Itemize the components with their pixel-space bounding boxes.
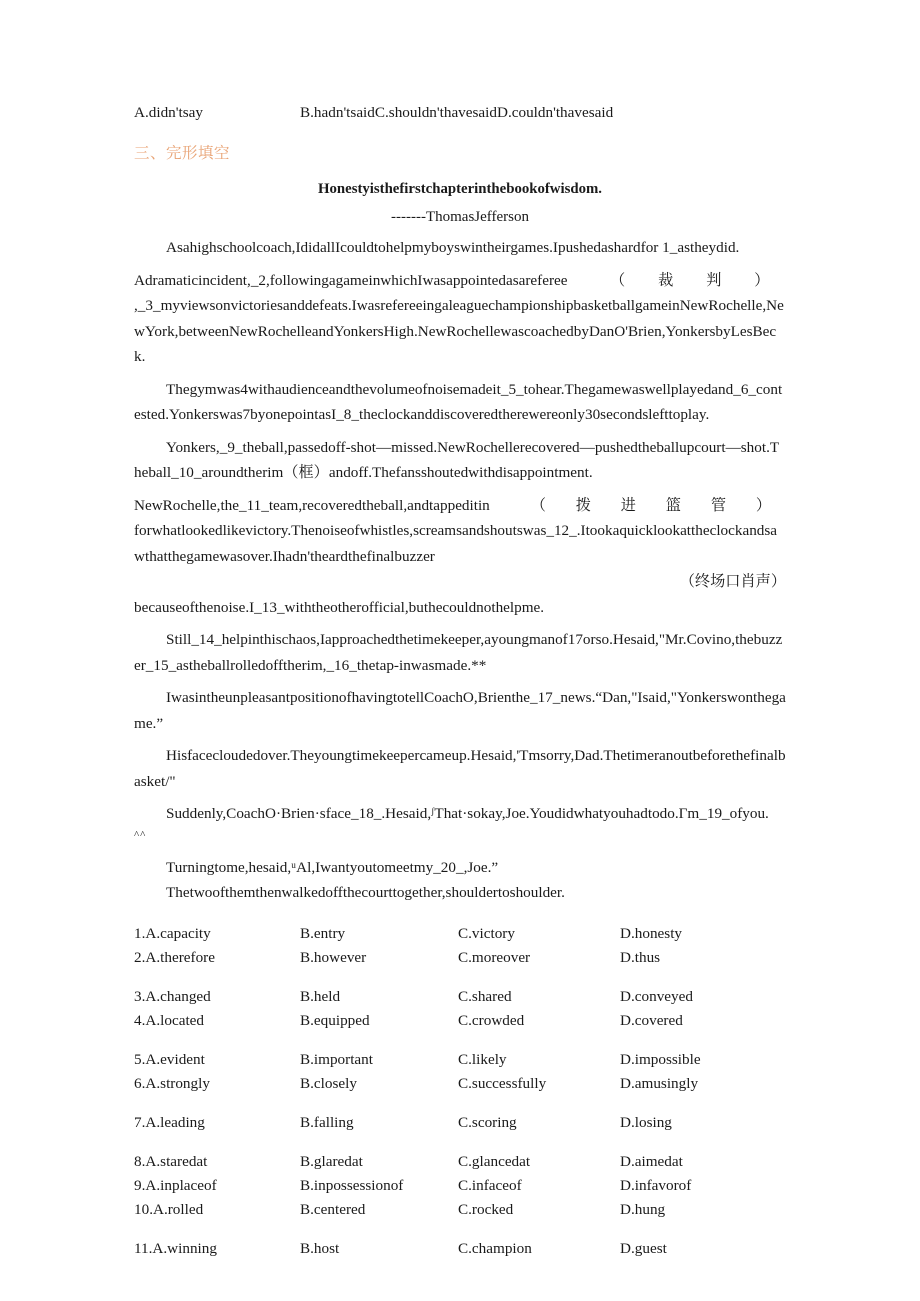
option-choice-a[interactable]: 5.A.evident — [134, 1050, 205, 1068]
passage-paragraph — [134, 493, 786, 621]
gloss-char: 肖 — [740, 573, 756, 590]
gloss-char: （ — [679, 573, 695, 590]
gloss-char: 声 — [755, 573, 771, 590]
option-row — [134, 1048, 786, 1072]
option-choice-c[interactable]: C.glancedat — [458, 1152, 531, 1170]
passage-paragraph — [134, 685, 786, 736]
option-choice-c[interactable]: C.scoring — [458, 1113, 517, 1131]
option-choice-d[interactable]: D.hung — [620, 1200, 666, 1218]
option-choice-a[interactable]: 11.A.winning — [134, 1239, 217, 1257]
option-choice-d[interactable]: D.losing — [620, 1113, 672, 1131]
option-row — [134, 922, 786, 946]
option-choice-b[interactable]: B.important — [300, 1050, 373, 1068]
option-choice-c[interactable]: C.successfully — [458, 1074, 547, 1092]
option-choice-d[interactable]: D.aimedat — [620, 1152, 683, 1170]
section-heading: 三、完形填空 — [134, 144, 231, 162]
gloss-char: ） — [755, 496, 772, 514]
option-choice-b[interactable]: B.entry — [300, 924, 346, 942]
option-choice-a[interactable]: 8.A.staredat — [134, 1152, 208, 1170]
option-group — [134, 1237, 786, 1261]
gloss-char: （ — [609, 271, 626, 289]
gloss-char: 场 — [710, 573, 726, 590]
gloss-char: ） — [754, 271, 770, 289]
paragraph-text: Asahighschoolcoach,IdidallIcouldtohelpmyboyswintheirgames.Ipushedashardfor 1_astheydid. — [166, 239, 740, 256]
option-row — [134, 1237, 786, 1261]
option-choice-d[interactable]: D.covered — [620, 1011, 683, 1029]
paragraph-text: Suddenly,CoachO·Brien·sface_18_.Hesaid,ᶴThat·sokay,Joe.Youdidwhatyouhadtodo.Гm_19_ofyou. — [166, 805, 769, 822]
gloss-char: （ — [530, 496, 546, 514]
passage-paragraph — [134, 880, 786, 906]
option-choice-d[interactable]: D.amusingly — [620, 1074, 699, 1092]
passage-paragraph — [134, 855, 786, 881]
option-choice-a[interactable]: 10.A.rolled — [134, 1200, 204, 1218]
option-choice-d[interactable]: D.thus — [620, 948, 661, 966]
option-choice-a[interactable]: 9.A.inplaceof — [134, 1176, 217, 1194]
passage-paragraph — [134, 268, 786, 370]
passage-paragraph — [134, 801, 786, 827]
paragraph-text: Thegymwas4withaudienceandthevolumeofnoisemadeit_5_tohear.Thegamewaswellplayedand_6_contested.Yonkerswas7byonepointasI_8_theclockanddiscoveredtherewereonly30secondslefttoplay. — [134, 380, 783, 423]
option-group — [134, 1111, 786, 1135]
paragraph-text: Turningtome,hesaid,ᵘAl,Iwantyoutomeetmy_20_,Joe.” — [166, 858, 499, 876]
option-choice-d[interactable]: D.guest — [620, 1239, 667, 1257]
option-group — [134, 985, 786, 1033]
option-group — [134, 1048, 786, 1096]
option-choice-a[interactable]: 3.A.changed — [134, 987, 211, 1005]
paragraph-mid-text: forwhatlookedlikevictory.Thenoiseofwhistles,screamsandshoutswas_12_.Itookaquicklookattheclockandsawthatthegamewasover.Ihadn'theardthefinalbuzzer — [134, 522, 778, 565]
option-choice-b[interactable]: B.equipped — [300, 1011, 370, 1029]
paragraph-text: Hisfacecloudedover.Theyoungtimekeepercameup.Hesaid,'Tmsorry,Dad.Thetimeranoutbeforethefinalbasket/" — [134, 747, 786, 790]
option-choice-b[interactable]: B.falling — [300, 1113, 354, 1131]
option-row — [134, 1072, 786, 1096]
stray-ocr-marks: ^^ — [134, 828, 147, 841]
gloss-char: 裁 — [658, 271, 674, 289]
gloss-char: 判 — [706, 271, 722, 289]
option-choice-a[interactable]: 4.A.located — [134, 1011, 205, 1029]
gloss-char: 篮 — [665, 496, 681, 514]
answer-options-list — [134, 922, 786, 1261]
gloss-char: 拨 — [575, 496, 591, 514]
prev-answer-option-a: A.didn'tsay — [134, 104, 203, 121]
option-choice-b[interactable]: B.centered — [300, 1200, 366, 1218]
option-choice-a[interactable]: 1.A.capacity — [134, 924, 211, 942]
option-row — [134, 1150, 786, 1174]
paragraph-lead-text: Adramaticincident,_2,followingagameinwhichIwasappointedasareferee — [134, 271, 568, 289]
option-choice-b[interactable]: B.glaredat — [300, 1152, 363, 1170]
option-choice-d[interactable]: D.infavorof — [620, 1176, 692, 1194]
option-row — [134, 1009, 786, 1033]
paragraph-text: Yonkers,_9_theball,passedoff-shot—missed.NewRochellerecovered—pushedtheballupcourt—shot.Theball_10_aroundtherim（框）andoff.Thefansshoutedwithdisappointment. — [134, 438, 780, 481]
passage-attribution: -------ThomasJefferson — [391, 209, 529, 225]
option-choice-c[interactable]: C.victory — [458, 924, 515, 942]
paragraph-text: IwasintheunpleasantpositionofhavingtotellCoachO,Brienthe_17_news.“Dan,"Isaid,"Yonkerswonthegame.” — [134, 689, 786, 732]
option-group — [134, 922, 786, 970]
option-row — [134, 1174, 786, 1198]
chinese-gloss-secondary — [134, 569, 786, 595]
passage-paragraph — [134, 627, 786, 678]
option-choice-c[interactable]: C.crowded — [458, 1011, 525, 1029]
option-row — [134, 1111, 786, 1135]
gloss-char: ） — [770, 573, 786, 590]
option-row — [134, 946, 786, 970]
gloss-line — [134, 569, 786, 595]
option-choice-b[interactable]: B.however — [300, 948, 367, 966]
passage-paragraph — [134, 435, 786, 486]
option-choice-c[interactable]: C.champion — [458, 1239, 532, 1257]
option-choice-d[interactable]: D.impossible — [620, 1050, 701, 1068]
chinese-gloss — [568, 268, 786, 294]
option-group — [134, 1150, 786, 1222]
option-choice-c[interactable]: C.infaceof — [458, 1176, 522, 1194]
passage-paragraph — [134, 235, 786, 261]
option-row — [134, 985, 786, 1009]
option-choice-d[interactable]: D.conveyed — [620, 987, 693, 1005]
passage-title: Honestyisthefirstchapterinthebookofwisdom. — [317, 181, 603, 197]
gloss-char: 口 — [725, 573, 741, 590]
option-choice-a[interactable]: 7.A.leading — [134, 1113, 205, 1131]
gloss-char: 进 — [620, 496, 636, 514]
option-choice-d[interactable]: D.honesty — [620, 924, 683, 942]
passage-paragraph — [134, 377, 786, 428]
paragraph-tail-text: becauseofthenoise.I_13_withtheotherofficial,buthecouldnothelpme. — [134, 598, 545, 616]
gloss-char: 管 — [710, 496, 727, 514]
gloss-line — [134, 268, 786, 294]
option-choice-c[interactable]: C.likely — [458, 1050, 507, 1068]
paragraph-text: Thetwoofthemthenwalkedoffthecourttogether,shouldertoshoulder. — [166, 884, 565, 901]
option-row — [134, 1198, 786, 1222]
document-content — [134, 104, 786, 1276]
option-choice-b[interactable]: B.host — [300, 1239, 340, 1257]
prev-answer-options-bcd: B.hadn'tsaidC.shouldn'thavesaidD.couldn'thavesaid — [300, 104, 614, 121]
option-choice-a[interactable]: 2.A.therefore — [134, 948, 215, 966]
option-choice-b[interactable]: B.inpossessionof — [300, 1176, 404, 1194]
paragraph-text: Still_14_helpinthischaos,Iapproachedthetimekeeper,ayoungmanof17orso.Hesaid,"Mr.Covino,thebuzzer_15_astheballrolledofftherim,_16_thetap-inwasmade.** — [134, 631, 783, 674]
chinese-gloss — [490, 493, 786, 519]
previous-question-answers — [134, 104, 786, 128]
paragraph-rest-text: ,_3_myviewsonvictoriesanddefeats.IwasrefereeingaleaguechampionshipbasketballgameinNewRochelle,NewYork,betweenNewRochelleandYonkersHigh.NewRochellewascoachedbyDanO'Brien,YonkersbyLesBeck. — [134, 297, 784, 365]
option-choice-c[interactable]: C.rocked — [458, 1200, 514, 1218]
option-choice-c[interactable]: C.moreover — [458, 948, 531, 966]
option-choice-c[interactable]: C.shared — [458, 987, 512, 1005]
passage-paragraph — [134, 743, 786, 794]
gloss-char: 终 — [694, 573, 711, 590]
option-choice-b[interactable]: B.closely — [300, 1074, 357, 1092]
option-choice-a[interactable]: 6.A.strongly — [134, 1074, 210, 1092]
option-choice-b[interactable]: B.held — [300, 987, 341, 1005]
paragraph-lead-text: NewRochelle,the_11_team,recoveredtheball,andtappeditin — [134, 496, 490, 514]
gloss-line — [134, 493, 786, 519]
